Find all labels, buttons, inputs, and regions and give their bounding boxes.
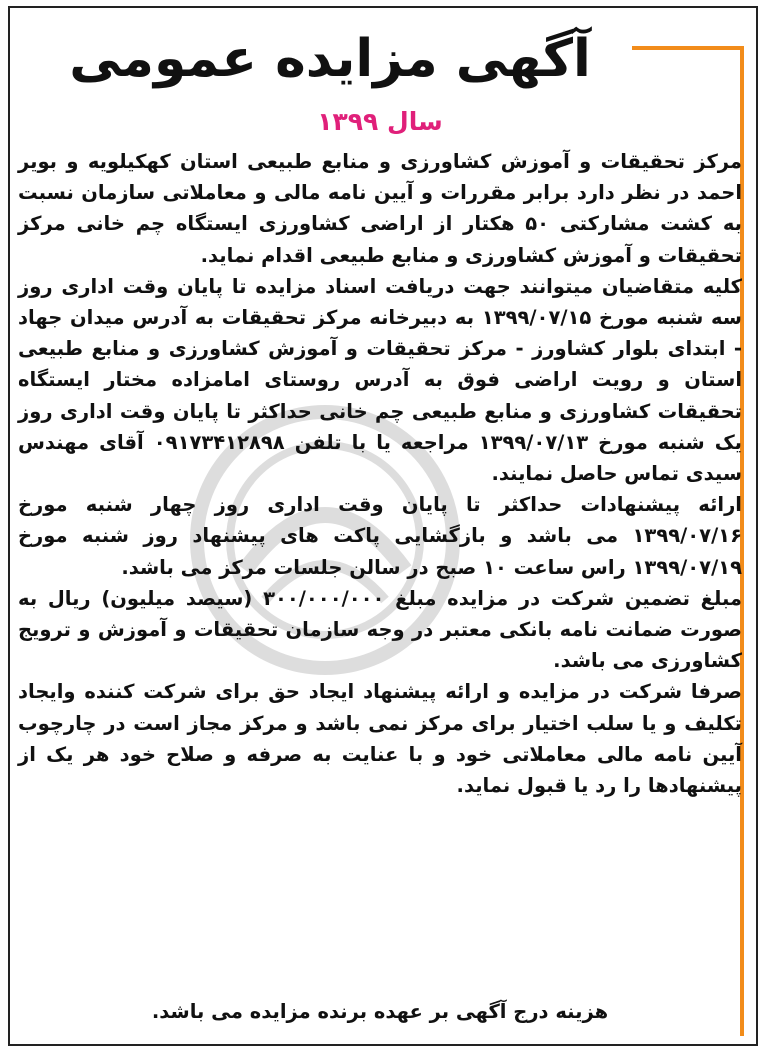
paragraph-rights: صرفا شرکت در مزایده و ارائه پیشنهاد ایجاد حق برای شرکت کننده وایجاد تکلیف و یا سلب اختیار برای مرکز نمی باشد و مرکز مجاز است در چارچوب آیین نامه مالی معاملاتی خود و با عنایت به صرفه و صلاح خود هر یک از پیشنهادها را رد یا قبول نماید. bbox=[18, 680, 742, 798]
accent-bar-top bbox=[632, 46, 744, 50]
paragraph-intro: مرکز تحقیقات و آموزش کشاورزی و منابع طبیعی استان کهکیلویه و بویر احمد در نظر دارد برابر مقررات و آیین نامه مالی و معاملاتی سازمان نسبت به کشت مشارکتی ۵۰ هکتار از اراضی کشاورزی ایستگاه چم خانی مرکز تحقیقات و آموزش کشاورزی و منابع طبیعی اقدام نماید. bbox=[18, 150, 742, 267]
paragraph-guarantee: مبلغ تضمین شرکت در مزایده مبلغ ۳۰۰/۰۰۰/۰۰۰ (سیصد میلیون) ریال به صورت ضمانت نامه بانکی معتبر در وجه سازمان تحقیقات و آموزش و ترویج کشاورزی می باشد. bbox=[18, 586, 742, 673]
notice-year: سال ۱۳۹۹ bbox=[317, 107, 443, 136]
notice-footer: هزینه درج آگهی بر عهده برنده مزایده می باشد. bbox=[151, 1000, 609, 1023]
paragraph-proposals: ارائه پیشنهادات حداکثر تا پایان وقت اداری روز چهار شنبه مورخ ۱۳۹۹/۰۷/۱۶ می باشد و بازگشایی پاکت های پیشنهاد روز شنبه مورخ ۱۳۹۹/۰۷/۱۹ راس ساعت ۱۰ صبح در سالن جلسات مرکز می باشد. bbox=[18, 493, 742, 579]
paragraph-documents: کلیه متقاضیان میتوانند جهت دریافت اسناد مزایده تا پایان وقت اداری روز سه شنبه مورخ ۱۳۹۹/۰۷/۱۵ به دبیرخانه مرکز تحقیقات به آدرس میدان جهاد - ابتدای بلوار کشاورز - مرکز تحقیقات و آموزش کشاورزی و منابع طبیعی استان و رویت اراضی فوق به آدرس روستای امامزاده مختار ایستگاه تحقیقات کشاورزی و منابع طبیعی چم خانی حداکثر تا پایان وقت اداری روز یک شنبه مورخ ۱۳۹۹/۰۷/۱۳ مراجعه یا با تلفن ۰۹۱۷۳۴۱۲۸۹۸ آقای مهندس سیدی تماس حاصل نمایند. bbox=[18, 274, 743, 486]
notice-body bbox=[18, 146, 742, 801]
notice-title: آگهی مزایده عمومی bbox=[69, 29, 591, 89]
